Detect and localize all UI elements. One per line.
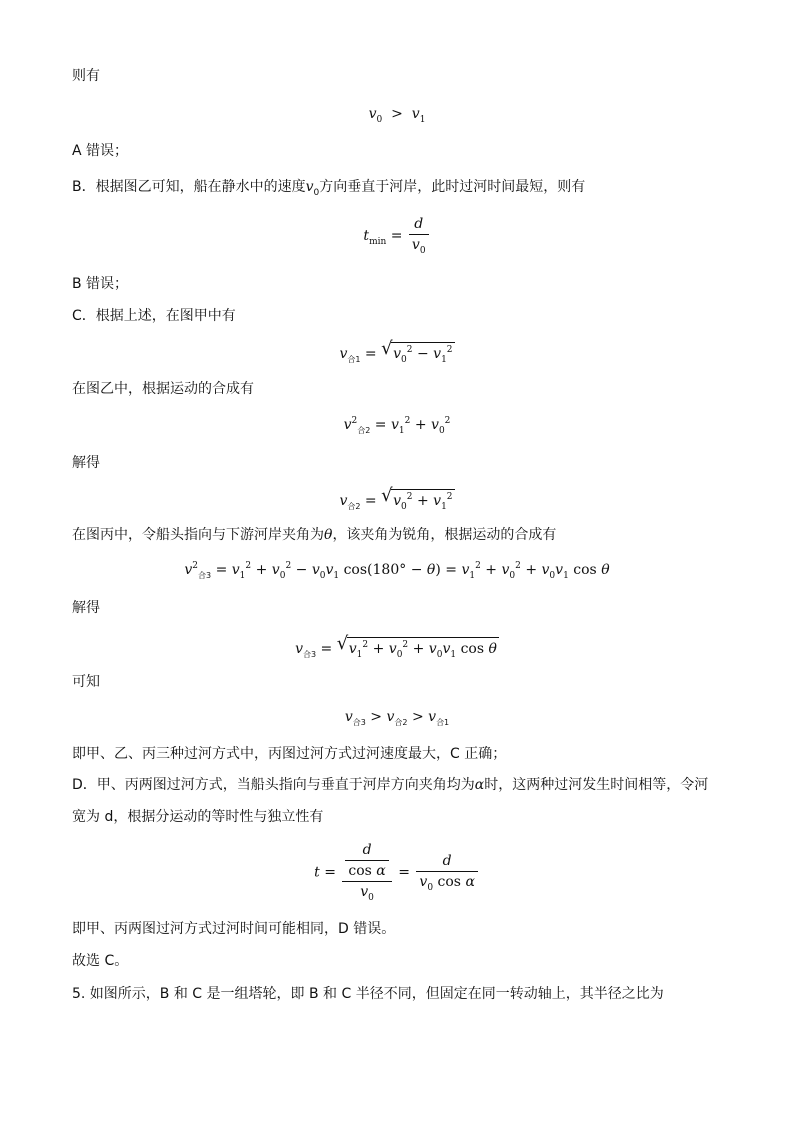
text-line: 故选 C。 xyxy=(72,953,129,969)
text-line: 5. 如图所示，B 和 C 是一组塔轮，即 B 和 C 半径不同，但固定在同一转动轴上，其半径之比为 xyxy=(72,986,664,1002)
text-line: 即甲、丙两图过河方式过河时间可能相同，D 错误。 xyxy=(72,921,396,937)
text-line: B．根据图乙可知，船在静水中的速度$v_0$方向垂直于河岸，此时过河时间最短，则有 xyxy=(72,179,586,198)
text-line: 则有 xyxy=(72,68,100,84)
text-line: 即甲、乙、丙三种过河方式中，丙图过河方式过河速度最大，C 正确； xyxy=(72,746,507,762)
equation-v-he3-squared: $v^2_{合3} = v_1^2 + v_0^2 - v_0v_1$ $\cos(180^\circ - \theta) = v_1^2 + v_0^2 + v_0v_1$ cos θ xyxy=(184,561,610,581)
text-line: B 错误； xyxy=(72,276,129,292)
text-line: 解得 xyxy=(72,455,100,471)
equation-v-he2: $v_{合2}$ = √ $v_0^2 + v_1^2$ xyxy=(339,485,453,512)
equation-v-he2-squared: $v^2_{合2} = v_1^2 + v_0^2$ xyxy=(343,416,451,436)
text-line: 在图丙中，令船头指向与下游河岸夹角为θ，该夹角为锐角，根据运动的合成有 xyxy=(72,527,557,543)
equation-v-he3: $v_{合3}$ = √ $v_1^2 + v_0^2 + v_0v_1$ cos θ xyxy=(295,633,497,660)
text-line: 在图乙中，根据运动的合成有 xyxy=(72,381,254,397)
text-line: A 错误； xyxy=(72,143,129,159)
equation-t: t = $\frac{\frac{d}{\text{cos α}}}{v_0}$ = $\frac{d}{v_0 \cos \alpha}$ xyxy=(0,842,794,903)
equation-v0-gt-v1: $v_0 > v_1$ xyxy=(368,106,426,125)
text-line: 解得 xyxy=(72,600,100,616)
equation-tmin: $t_{min}$ = $\frac{d}{v_0}$ xyxy=(0,216,794,256)
text-line: 宽为 d，根据分运动的等时性与独立性有 xyxy=(72,809,324,825)
text-line: 可知 xyxy=(72,674,100,690)
equation-v-he1: $v_{合1}$ = √ $v_0^2 - v_1^2$ xyxy=(339,338,453,365)
text-line: D．甲、丙两图过河方式，当船头指向与垂直于河岸方向夹角均为α时，这两种过河发生时间相等，令河 xyxy=(72,777,709,793)
text-line: C．根据上述，在图甲中有 xyxy=(72,308,236,324)
equation-inequality: $v_{合3} > v_{合2} > v_{合1}$ xyxy=(344,709,450,727)
